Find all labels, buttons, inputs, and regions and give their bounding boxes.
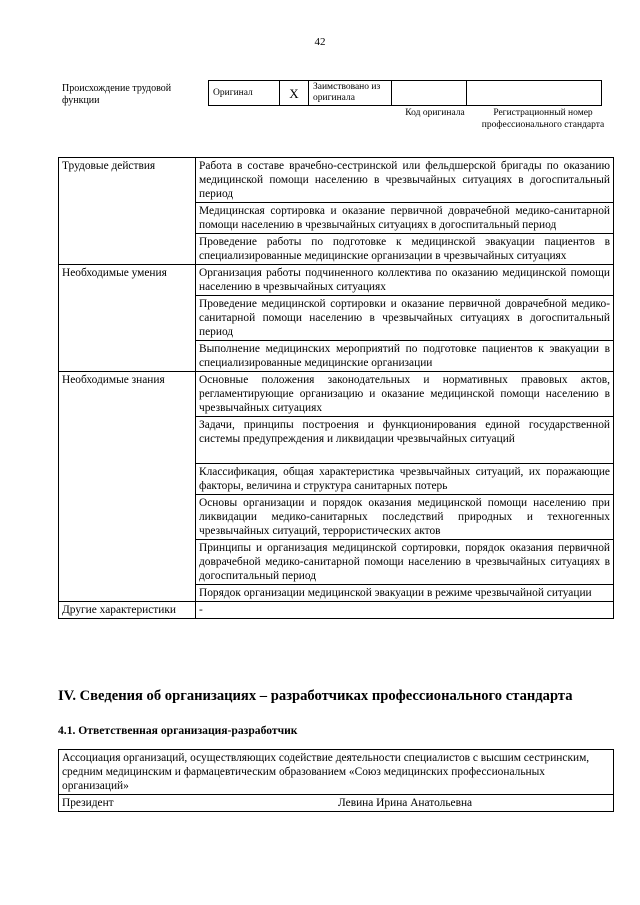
origin-original-mark: X <box>280 81 309 106</box>
item-cell: Проведение работы по подготовке к медицинской эвакуации пациентов в специализированные медицинские организации в чрезвычайных ситуациях <box>196 234 614 265</box>
code-caption: Код оригинала <box>405 108 465 118</box>
table-row <box>59 265 614 296</box>
item-cell: Проведение медицинской сортировки и оказание первичной доврачебной медико-санитарной помощи населению в чрезвычайных ситуациях в догоспитальный период <box>196 296 614 341</box>
item-cell: Порядок организации медицинской эвакуации в режиме чрезвычайной ситуации <box>196 585 614 602</box>
category-cell: Трудовые действия <box>59 158 196 265</box>
origin-reg-cell <box>467 81 602 106</box>
origin-table <box>208 80 602 106</box>
origin-original-cell: Оригинал <box>209 81 280 106</box>
origin-label: Происхождение трудовой функции <box>62 83 172 106</box>
item-cell: Основы организации и порядок оказания медицинской помощи населению при ликвидации медико-санитарных последствий природных и техногенных чрезвычайных ситуаций, террористических актов <box>196 495 614 540</box>
organization-table <box>58 749 614 812</box>
table-row <box>59 602 614 619</box>
item-cell: Задачи, принципы построения и функционирования единой государственной системы предупреждения и ликвидации чрезвычайных ситуаций <box>196 417 614 464</box>
position-title: Президент <box>59 795 336 812</box>
origin-code-cell <box>392 81 467 106</box>
reg-number-caption: Регистрационный номер профессионального стандарта <box>481 108 605 130</box>
table-row <box>59 795 614 812</box>
origin-borrowed-cell: Заимствовано из оригинала <box>309 81 392 106</box>
function-table <box>58 157 614 619</box>
organization-name: Ассоциация организаций, осуществляющих содействие деятельности специалистов с высшим сестринским, средним медицинским и фармацевтическим образованием «Союз медицинских профессиональных организаций» <box>59 750 614 795</box>
item-cell: Принципы и организация медицинской сортировки, порядок оказания первичной доврачебной медико-санитарной помощи населению в чрезвычайных ситуациях в догоспитальный период <box>196 540 614 585</box>
item-cell: Организация работы подчиненного коллектива по оказанию медицинской помощи населению в чрезвычайных ситуациях <box>196 265 614 296</box>
person-name: Левина Ирина Анатольевна <box>335 795 614 812</box>
table-row <box>59 158 614 203</box>
category-cell: Необходимые умения <box>59 265 196 372</box>
category-cell: Необходимые знания <box>59 372 196 602</box>
table-row <box>59 372 614 417</box>
item-cell: - <box>196 602 614 619</box>
item-cell: Работа в составе врачебно-сестринской или фельдшерской бригады по оказанию медицинской помощи населению в чрезвычайных ситуациях в догоспитальный период <box>196 158 614 203</box>
item-cell: Медицинская сортировка и оказание первичной доврачебной медико-санитарной помощи населению в чрезвычайных ситуациях в догоспитальный период <box>196 203 614 234</box>
subsection-title: 4.1. Ответственная организация-разработчик <box>58 724 298 737</box>
page-number: 42 <box>314 36 326 48</box>
section-title: IV. Сведения об организациях – разработчиках профессионального стандарта <box>58 688 573 704</box>
category-cell: Другие характеристики <box>59 602 196 619</box>
item-cell: Основные положения законодательных и нормативных правовых актов, регламентирующие организацию и оказание медицинской помощи населению в чрезвычайных ситуациях <box>196 372 614 417</box>
table-row <box>59 750 614 795</box>
item-cell: Выполнение медицинских мероприятий по подготовке пациентов к эвакуации в специализированные медицинские организации <box>196 341 614 372</box>
item-cell: Классификация, общая характеристика чрезвычайных ситуаций, их поражающие факторы, величина и структура санитарных потерь <box>196 464 614 495</box>
